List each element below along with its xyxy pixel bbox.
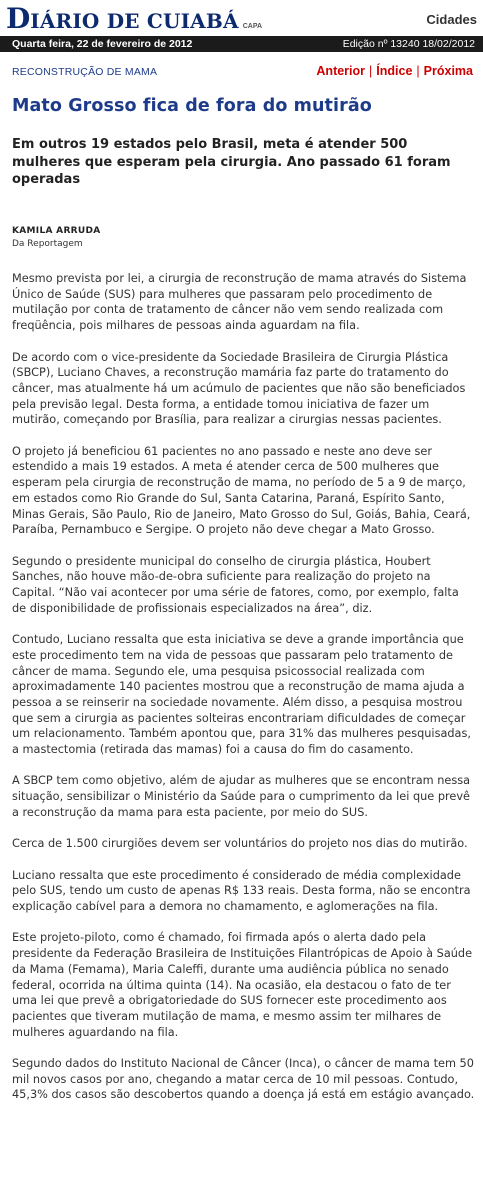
article-paragraph: Luciano ressalta que este procedimento é considerado de média complexidade pelo SUS, tendo um custo de apenas R$ 133 reais. Desta forma, não se encontra explicação cabível para a demora no chamamento, e aglomerações na fila. <box>12 868 471 914</box>
article-paragraph: Este projeto-piloto, como é chamado, foi firmada após o alerta dado pela presidente da Federação Brasileira de Instituições Filantrópicas de Apoio à Saúde da Mama (Femama), Maria Caleffi, durante uma audiência pública no senado federal, ocorrida na última quinta (14). Na ocasião, ela destacou o fato de ter uma lei que prevê a obrigatoriedade do SUS fornecer este procedimento aos pacientes que tiveram mutilação de mama, e mesmo assim ter milhares de mulheres aguardando na fila. <box>12 931 473 1039</box>
article-paragraph: O projeto já beneficiou 61 pacientes no ano passado e neste ano deve ser estendido a mais 19 estados. A meta é atender cerca de 500 mulheres que esperam pela cirurgia de reconstrução de mama, no período de 5 a 9 de março, em estados como Rio Grande do Sul, Santa Catarina, Paraná, Espírito Santo, Minas Gerais, São Paulo, Rio de Janeiro, Mato Grosso do Sul, Goiás, Bahia, Ceará, Paraíba, Pernambuco e Sergipe. O projeto não deve chegar a Mato Grosso. <box>12 444 471 537</box>
article-paragraph: Contudo, Luciano ressalta que esta iniciativa se deve a grande importância que este procedimento tem na vida de pessoas que passaram pelo tratamento de câncer de mama. Segundo ele, uma pesquisa psicossocial realizada com aproximadamente 140 pacientes mostrou que a reconstrução de mama ajuda a pessoa a se reinserir na sociedade novamente. Além disso, a pesquisa mostrou que sem a cirurgia as pacientes solteiras encontrariam dificuldades de começar um relacionamento. Também apontou que, para 31% das mulheres pesquisadas, a mastectomia (retirada das mamas) foi a causa do fim do casamento. <box>12 633 471 757</box>
article-deck: Em outros 19 estados pelo Brasil, meta é atender 500 mulheres que esperam pela cirurgia. Ano passado 61 foram operadas <box>12 137 451 187</box>
author-name: KAMILA ARRUDA <box>12 226 101 236</box>
masthead <box>0 0 483 36</box>
edition-number: Edição nº 13240 18/02/2012 <box>342 38 475 50</box>
article-paragraph: Cerca de 1.500 cirurgiões devem ser voluntários do projeto nos dias do mutirão. <box>12 837 468 851</box>
article-body <box>12 271 476 1119</box>
logo-initial: D <box>6 2 31 35</box>
date-bar <box>0 36 483 52</box>
logo-capa-link[interactable]: CAPA <box>242 23 263 30</box>
author-role: Da Reportagem <box>12 239 83 249</box>
article-paragraph: De acordo com o vice-presidente da Sociedade Brasileira de Cirurgia Plástica (SBCP), Luciano Chaves, a reconstrução mamária faz parte do tratamento do câncer, mas atualmente há um acúmulo de pacientes que não são beneficiados pela previsão legal. Desta forma, a entidade tomou iniciativa de fazer um mutirão, começando por Brasília, para realizar a cirurgias nessas pacientes. <box>12 350 466 427</box>
pager-separator: | <box>416 64 420 78</box>
index-link[interactable]: Índice <box>376 64 413 78</box>
article-paragraph: Segundo dados do Instituto Nacional de Câncer (Inca), o câncer de mama tem 50 mil novos casos por ano, chegando a matar cerca de 10 mil pessoas. Contudo, 45,3% dos casos são descobertos quando a doença já está em estágio avançado. <box>12 1057 475 1102</box>
article-headline: Mato Grosso fica de fora do mutirão <box>12 96 372 116</box>
next-link[interactable]: Próxima <box>423 64 473 78</box>
article-paragraph: Segundo o presidente municipal do conselho de cirurgia plástica, Houbert Sanches, não houve mão-de-obra suficiente para realização do projeto na Capital. “Não vai acontecer por uma série de fatores, como, por exemplo, falta de disponibilidade de profissionais especializados na área”, diz. <box>12 554 459 615</box>
logo-text: IÁRIO DE CUIABÁ <box>30 9 239 33</box>
newspaper-logo[interactable] <box>6 4 262 34</box>
section-name: Cidades <box>426 12 477 27</box>
article-pager <box>316 64 473 78</box>
article-kicker: RECONSTRUÇÃO DE MAMA <box>12 66 158 78</box>
article-paragraph: A SBCP tem como objetivo, além de ajudar as mulheres que se encontram nessa situação, sensibilizar o Ministério da Saúde para o cumprimento da lei que prevê a reconstrução da mama para esta paciente, por meio do SUS. <box>12 774 471 819</box>
pager-separator: | <box>369 64 373 78</box>
previous-link[interactable]: Anterior <box>316 64 366 78</box>
issue-date: Quarta feira, 22 de fevereiro de 2012 <box>12 38 193 50</box>
article-paragraph: Mesmo prevista por lei, a cirurgia de reconstrução de mama através do Sistema Único de Saúde (SUS) para mulheres que passaram pelo procedimento de mutilação por conta de tratamento de câncer não vem sendo realizada com freqüência, pois milhares de pessoas ainda aguardam na fila. <box>12 272 467 333</box>
